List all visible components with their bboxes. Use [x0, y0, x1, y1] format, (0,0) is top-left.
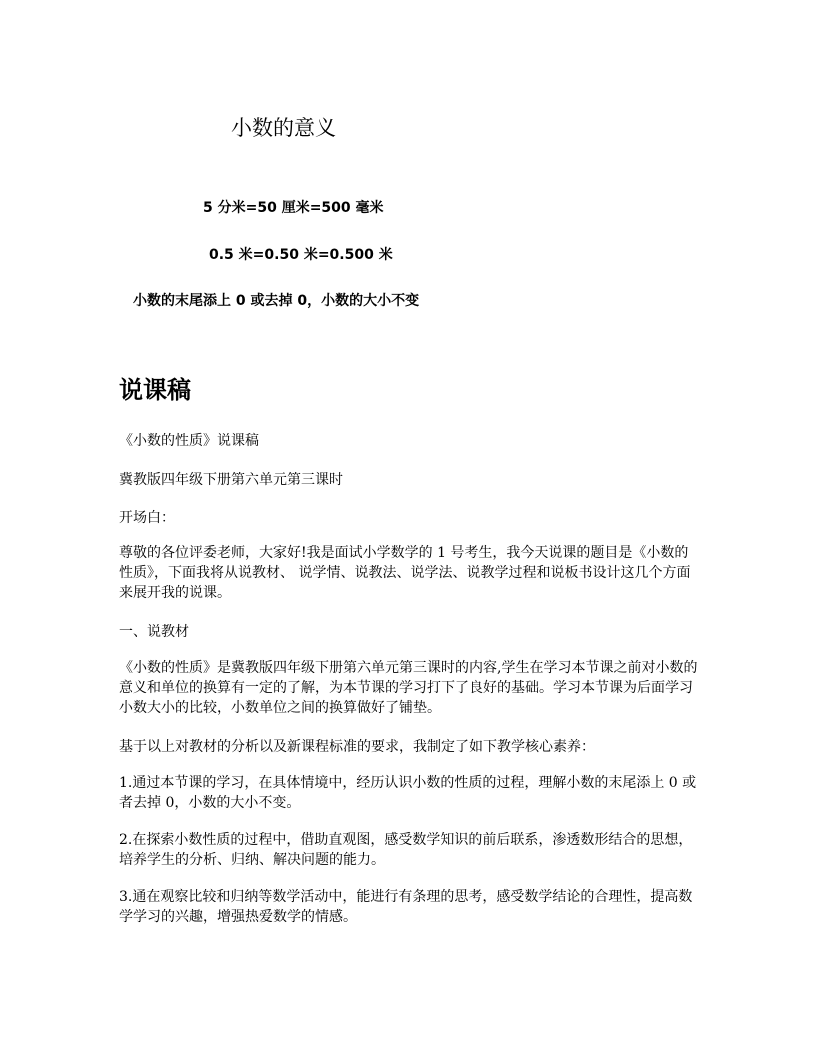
paragraph-section-1 [119, 622, 699, 642]
paragraph-greeting [119, 543, 699, 603]
title-line-text: 《小数的性质》说课稿 [119, 433, 259, 449]
paragraph-goal-2 [119, 830, 699, 870]
edition-text: 冀教版四年级下册第六单元第三课时 [119, 472, 343, 488]
opening-text: 开场白： [119, 510, 175, 526]
goal-1-text: 1.通过本节课的学习，在具体情境中，经历认识小数的性质的过程，理解小数的末尾添上 0 或者去掉 0，小数的大小不变。 [119, 775, 697, 811]
paragraph-goal-1 [119, 773, 699, 813]
conversion-line-2: 0.5 米=0.50 米=0.500 米 [209, 247, 393, 263]
image-title: 小数的意义 [231, 116, 336, 140]
paragraph-material [119, 658, 699, 718]
paragraph-opening [119, 508, 699, 528]
paragraph-title-line [119, 431, 699, 451]
material-text: 《小数的性质》是冀教版四年级下册第六单元第三课时的内容,学生在学习本节课之前对小数的意义和单位的换算有一定的了解，为本节课的学习打下了良好的基础。学习本节课为后面学习小数大小的比较，小数单位之间的换算做好了铺垫。 [119, 660, 698, 716]
goal-3-text: 3.通在观察比较和归纳等数学活动中，能进行有条理的思考，感受数学结论的合理性，提高数学学习的兴趣，增强热爱数学的情感。 [119, 889, 693, 925]
paragraph-edition [119, 470, 699, 490]
property-statement: 小数的末尾添上 0 或去掉 0，小数的大小不变 [133, 293, 420, 309]
greeting-text: 尊敬的各位评委老师，大家好!我是面试小学数学的 1 号考生，我今天说课的题目是《小数的性质》，下面我将从说教材、 说学情、说教法、说学法、说教学过程和说板书设计这几个方面来展开我的说课。 [119, 545, 691, 601]
goal-2-text: 2.在探索小数性质的过程中，借助直观图，感受数学知识的前后联系，渗透数形结合的思想，培养学生的分析、归纳、解决问题的能力。 [119, 832, 693, 868]
paragraph-goal-3 [119, 887, 699, 927]
basis-text: 基于以上对教材的分析以及新课程标准的要求，我制定了如下教学核心素养： [119, 739, 595, 755]
paragraph-basis [119, 737, 699, 757]
conversion-line-1: 5 分米=50 厘米=500 毫米 [203, 200, 384, 216]
page-heading: 说课稿 [119, 376, 191, 404]
section-1-text: 一、说教材 [119, 624, 189, 640]
